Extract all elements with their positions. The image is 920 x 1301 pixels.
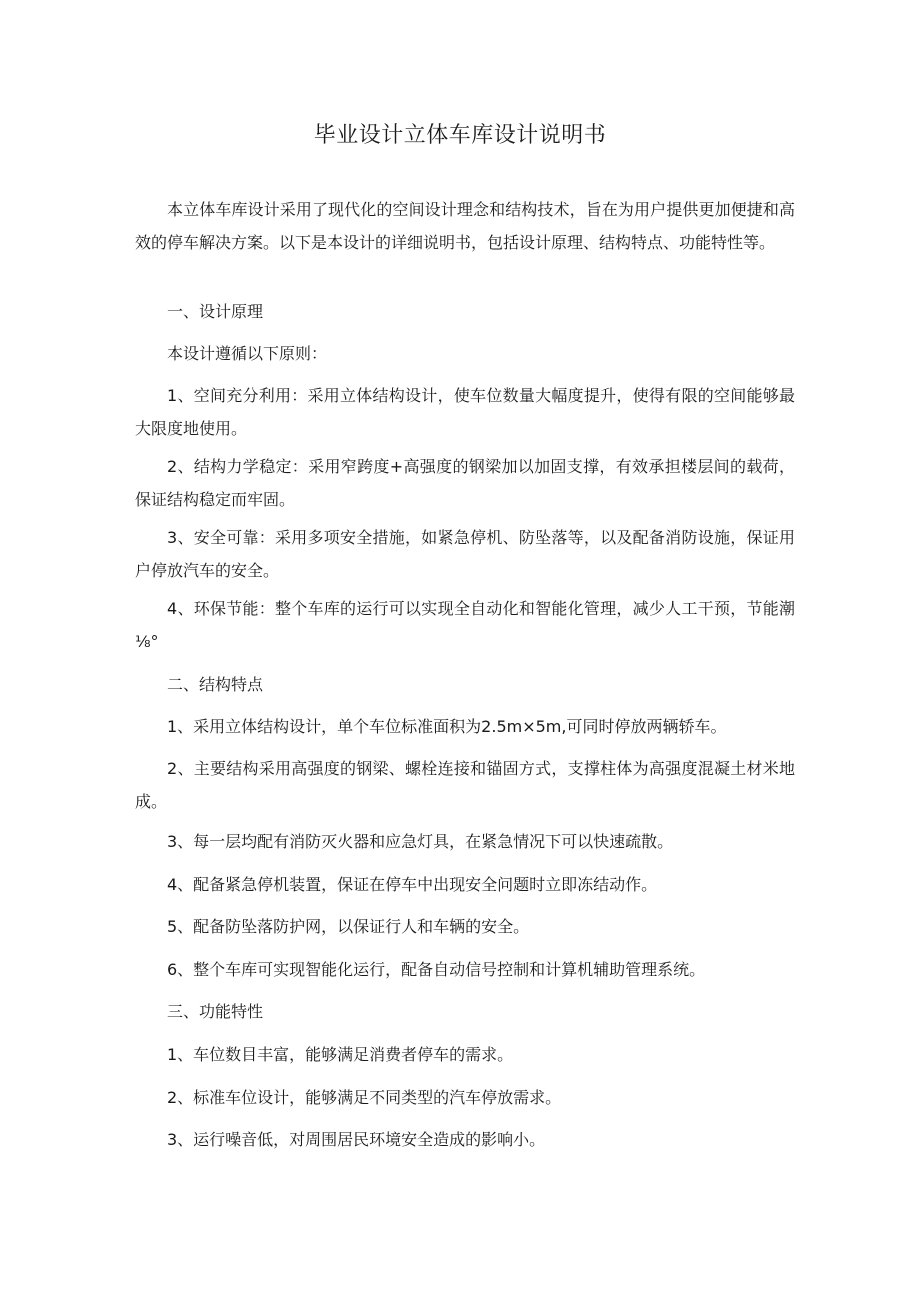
list-item: 4、环保节能：整个车库的运行可以实现全自动化和智能化管理，减少人工干预，节能潮⅛° bbox=[135, 599, 795, 651]
list-item: 5、配备防坠落防护网，以保证行人和车辆的安全。 bbox=[167, 917, 530, 936]
list-item: 4、配备紧急停机装置，保证在停车中出现安全问题时立即冻结动作。 bbox=[167, 875, 658, 894]
list-item: 2、结构力学稳定：采用窄跨度+高强度的钢梁加以加固支撑，有效承担楼层间的载荷，保证结构稳定而牢固。 bbox=[135, 457, 795, 509]
list-item: 6、整个车库可实现智能化运行，配备自动信号控制和计算机辅助管理系统。 bbox=[167, 960, 706, 979]
list-item: 3、运行噪音低，对周围居民环境安全造成的影响小。 bbox=[167, 1130, 546, 1149]
list-item: 1、车位数目丰富，能够满足消费者停车的需求。 bbox=[167, 1045, 514, 1064]
section-heading-design-principle: 一、设计原理 bbox=[167, 302, 264, 321]
list-item: 3、安全可靠：采用多项安全措施，如紧急停机、防坠落等，以及配备消防设施，保证用户停放汽车的安全。 bbox=[135, 528, 795, 580]
list-item: 1、空间充分利用：采用立体结构设计，使车位数量大幅度提升，使得有限的空间能够最大限度地使用。 bbox=[135, 386, 795, 438]
list-item: 3、每一层均配有消防灭火器和应急灯具，在紧急情况下可以快速疏散。 bbox=[167, 832, 674, 851]
list-item: 1、采用立体结构设计，单个车位标准面积为2.5m×5m,可同时停放两辆轿车。 bbox=[167, 717, 727, 736]
section-heading-structure: 二、结构特点 bbox=[167, 675, 264, 694]
section-heading-function: 三、功能特性 bbox=[167, 1002, 264, 1021]
list-item: 2、主要结构采用高强度的钢梁、螺栓连接和锚固方式，支撑柱体为高强度混凝土材米地成。 bbox=[135, 759, 795, 811]
list-item: 2、标准车位设计，能够满足不同类型的汽车停放需求。 bbox=[167, 1088, 562, 1107]
page-title: 毕业设计立体车库设计说明书 bbox=[313, 123, 607, 148]
intro-paragraph: 本立体车库设计采用了现代化的空间设计理念和结构技术，旨在为用户提供更加便捷和高效的停车解决方案。以下是本设计的详细说明书，包括设计原理、结构特点、功能特性等。 bbox=[135, 200, 795, 252]
paragraph: 本设计遵循以下原则： bbox=[167, 344, 328, 363]
